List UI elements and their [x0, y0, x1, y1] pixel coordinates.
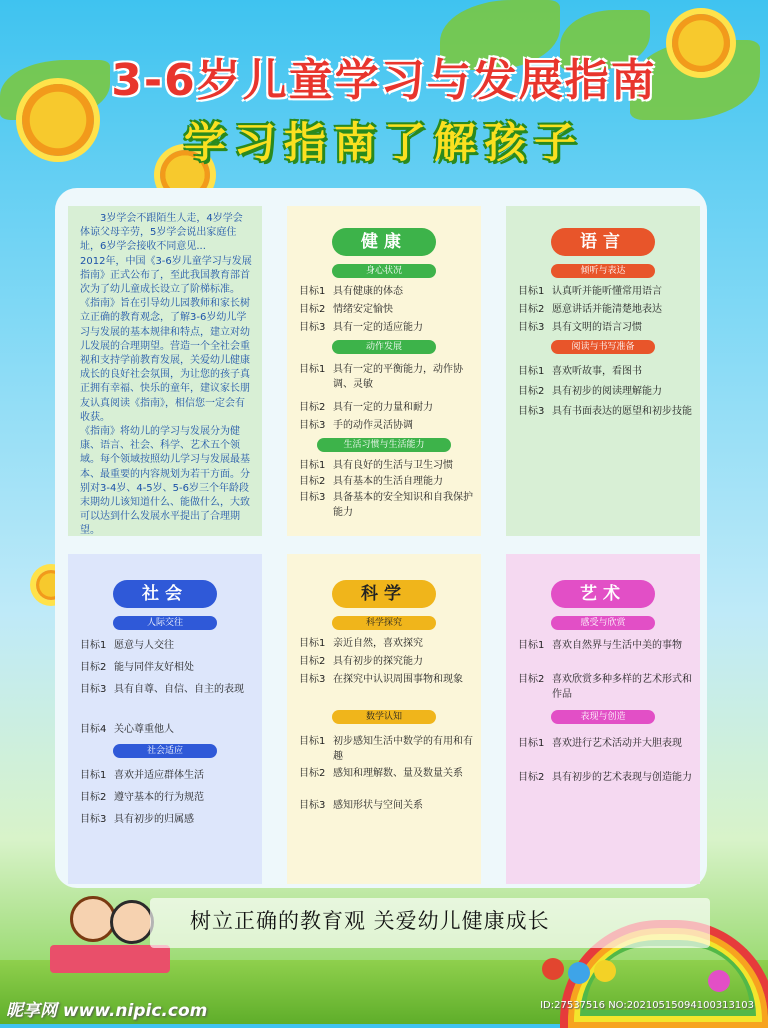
goal-item: 目标1 亲近自然，喜欢探究 [299, 638, 423, 649]
intro-card [68, 206, 262, 536]
science-section-heading: 科学探究 [332, 616, 436, 630]
goal-item: 目标1 愿意与人交往 [80, 640, 174, 651]
goal-item: 目标1 喜欢自然界与生活中美的事物 [518, 640, 682, 651]
language-card [506, 206, 700, 536]
goal-item: 目标1 认真听并能听懂常用语言 [518, 286, 662, 297]
art-heading: 艺术 [551, 580, 655, 608]
goal-item: 目标2 具有初步的艺术表现与创造能力 [518, 772, 692, 783]
health-section-heading: 生活习惯与生活能力 [317, 438, 451, 452]
art-section-heading: 表现与创造 [551, 710, 655, 724]
goal-item: 目标3 在探究中认识周围事物和现象 [299, 674, 463, 685]
goal-item: 目标1 具有一定的平衡能力，动作协调、灵敏 [299, 364, 463, 390]
science-section-heading: 数学认知 [332, 710, 436, 724]
science-card [287, 554, 481, 884]
goal-item: 目标2 具有基本的生活自理能力 [299, 476, 443, 487]
health-section-heading: 身心状况 [332, 264, 436, 278]
goal-item: 目标2 具有初步的探究能力 [299, 656, 423, 667]
balloon-decoration [568, 962, 590, 984]
goal-item: 目标3 感知形状与空间关系 [299, 800, 423, 811]
goal-item: 目标2 喜欢欣赏多种多样的艺术形式和作品 [518, 674, 692, 700]
goal-item: 目标1 喜欢进行艺术活动并大胆表现 [518, 738, 682, 749]
book-illustration [50, 945, 170, 973]
art-card [506, 554, 700, 884]
child-illustration [110, 900, 154, 944]
goal-item: 目标1 喜欢听故事，看图书 [518, 366, 642, 377]
goal-item: 目标1 初步感知生活中数学的有用和有趣 [299, 736, 473, 762]
goal-item: 目标2 情绪安定愉快 [299, 304, 393, 315]
language-section-heading: 阅读与书写准备 [551, 340, 655, 354]
social-heading: 社会 [113, 580, 217, 608]
goal-item: 目标3 手的动作灵活协调 [299, 420, 413, 431]
goal-item: 目标3 具有书面表达的愿望和初步技能 [518, 406, 692, 417]
language-section-heading: 倾听与表达 [551, 264, 655, 278]
goal-item: 目标2 具有一定的力量和耐力 [299, 402, 433, 413]
goal-item: 目标2 具有初步的阅读理解能力 [518, 386, 662, 397]
goal-item: 目标3 具有一定的适应能力 [299, 322, 423, 333]
goal-item: 目标2 感知和理解数、量及数量关系 [299, 768, 463, 779]
site-watermark: 昵享网 www.nipic.com [6, 1001, 208, 1021]
slogan-text: 树立正确的教育观 关爱幼儿健康成长 [190, 909, 550, 933]
goal-item: 目标3 具备基本的安全知识和自我保护能力 [299, 492, 473, 518]
social-section-heading: 社会适应 [113, 744, 217, 758]
art-section-heading: 感受与欣赏 [551, 616, 655, 630]
balloon-decoration [708, 970, 730, 992]
health-card [287, 206, 481, 536]
social-section-heading: 人际交往 [113, 616, 217, 630]
social-card [68, 554, 262, 884]
language-heading: 语言 [551, 228, 655, 256]
goal-item: 目标2 遵守基本的行为规范 [80, 792, 204, 803]
goal-item: 目标3 具有文明的语言习惯 [518, 322, 642, 333]
health-heading: 健康 [332, 228, 436, 256]
page-title: 3-6岁儿童学习与发展指南 [111, 55, 657, 106]
health-section-heading: 动作发展 [332, 340, 436, 354]
goal-item: 目标1 具有良好的生活与卫生习惯 [299, 460, 453, 471]
science-heading: 科学 [332, 580, 436, 608]
goal-item: 目标3 具有初步的归属感 [80, 814, 194, 825]
image-id-label: ID:27537516 NO:20210515094100313103 [540, 1000, 754, 1011]
balloon-decoration [594, 960, 616, 982]
intro-text: 3岁学会不跟陌生人走，4岁学会体谅父母辛劳，5岁学会说出家庭住址，6岁学会接收不同意见... 2012年，中国《3-6岁儿童学习与发展指南》正式公布了，至此我国教育部首次为了幼儿童成长设立了阶梯标准。《指南》旨在引导幼儿园教师和家长树立正确的教育观念，了解3-6岁幼儿学习与发展的基本规律和特点，建立对幼儿发展的合理期望。营造一个全社会重视和支持学前教育发展，关爱幼儿健康成长的良好社会氛围，为让您的孩子真正拥有幸福、快乐的童年，建议家长朋友认真阅读《指南》，相信您一定会有收获。 《指南》将幼儿的学习与发展分为健康、语言、社会、科学、艺术五个领域。每个领域按照幼儿学习与发展最基本、最重要的内容规划为若干方面。分别对3-4岁、4-5岁、5-6岁三个年龄段末期幼儿该知道什么、能做什么，大致可以达到什么发展水平提出了合理期望。 [80, 213, 252, 537]
goal-item: 目标2 愿意讲话并能清楚地表达 [518, 304, 662, 315]
page-subtitle: 学习指南了解孩子 [183, 118, 584, 167]
goal-item: 目标3 具有自尊、自信、自主的表现 [80, 684, 244, 695]
goal-item: 目标1 喜欢并适应群体生活 [80, 770, 204, 781]
goal-item: 目标4 关心尊重他人 [80, 724, 174, 735]
balloon-decoration [542, 958, 564, 980]
goal-item: 目标1 具有健康的体态 [299, 286, 403, 297]
goal-item: 目标2 能与同伴友好相处 [80, 662, 194, 673]
